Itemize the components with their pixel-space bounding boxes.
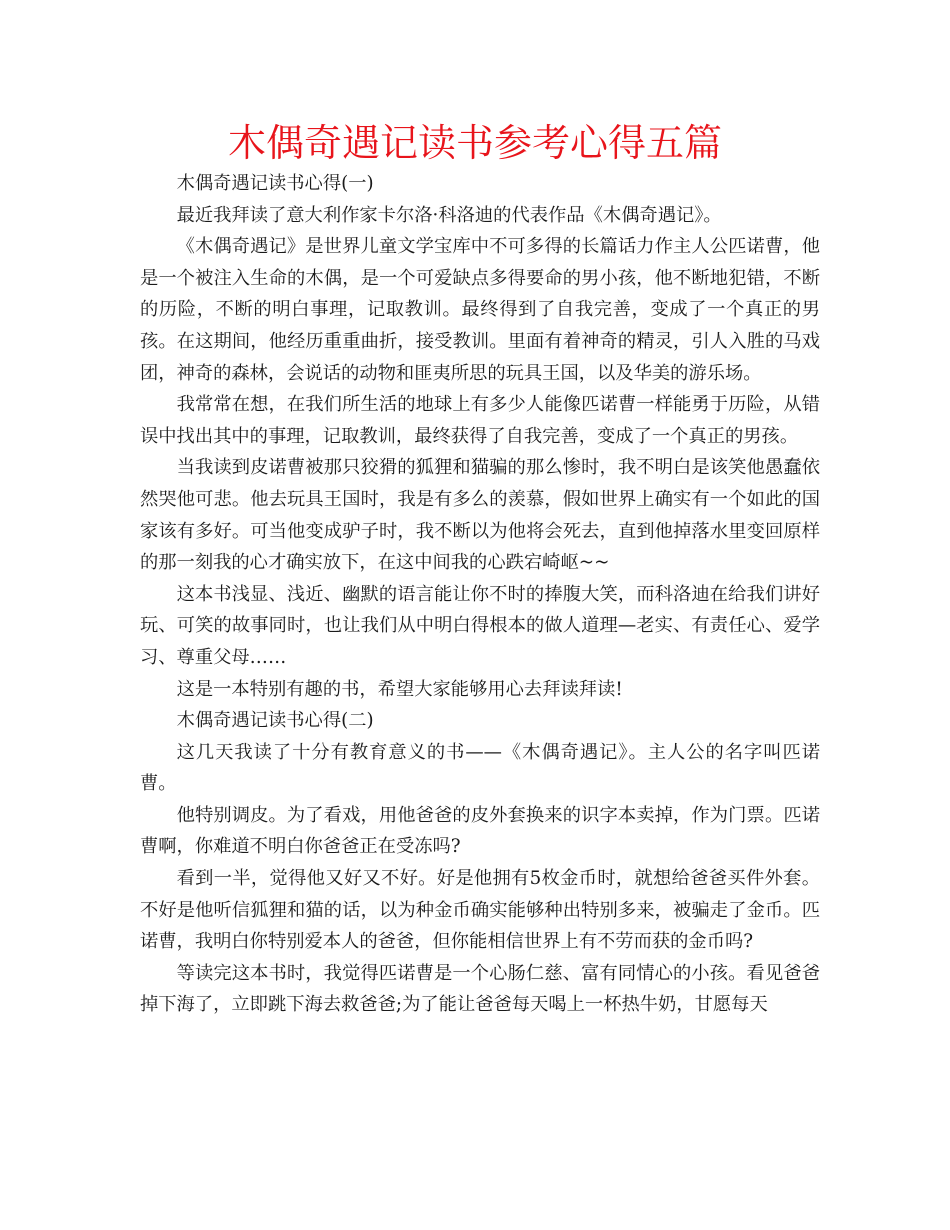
document-title: 木偶奇遇记读书参考心得五篇 — [227, 121, 722, 165]
paragraph: 当我读到皮诺曹被那只狡猾的狐狸和猫骗的那么惨时，我不明白是该笑他愚蠢依然哭他可悲。他去玩具王国时，我是有多么的羡慕，假如世界上确实有一个如此的国家该有多好。可当他变成驴子时，我不断以为他将会死去，直到他掉落水里变回原样的那一刻我的心才确实放下，在这中间我的心跌宕崎岖~~ — [140, 457, 820, 574]
paragraph: 我常常在想，在我们所生活的地球上有多少人能像匹诺曹一样能勇于历险，从错误中找出其中的事理，记取教训，最终获得了自我完善，变成了一个真正的男孩。 — [140, 394, 820, 447]
paragraph: 他特别调皮。为了看戏，用他爸爸的皮外套换来的识字本卖掉，作为门票。匹诺曹啊，你难道不明白你爸爸正在受冻吗? — [140, 804, 820, 858]
paragraph: 这本书浅显、浅近、幽默的语言能让你不时的捧腹大笑，而科洛迪在给我们讲好玩、可笑的故事同时，也让我们从中明白得根本的做人道理—老实、有责任心、爱学习、尊重父母…… — [140, 583, 820, 668]
paragraph: 这几天我读了十分有教育意义的书——《木偶奇遇记》。主人公的名字叫匹诺曹。 — [140, 741, 820, 795]
document-body — [140, 168, 820, 1021]
paragraph: 最近我拜读了意大利作家卡尔洛·科洛迪的代表作品《木偶奇遇记》。 — [176, 204, 722, 226]
section-heading-2: 木偶奇遇记读书心得(二) — [176, 710, 374, 732]
paragraph: 《木偶奇遇记》是世界儿童文学宝库中不可多得的长篇话力作主人公匹诺曹，他是一个被注入生命的木偶，是一个可爱缺点多得要命的男小孩，他不断地犯错，不断的历险，不断的明白事理，记取教训。最终得到了自我完善，变成了一个真正的男孩。在这期间，他经历重重曲折，接受教训。里面有着神奇的精灵，引人入胜的马戏团，神奇的森林，会说话的动物和匪夷所思的玩具王国，以及华美的游乐场。 — [140, 236, 820, 384]
section-heading-1: 木偶奇遇记读书心得(一) — [176, 173, 374, 194]
paragraph: 看到一半，觉得他又好又不好。好是他拥有5枚金币时，就想给爸爸买件外套。不好是他听信狐狸和猫的话，以为种金币确实能够种出特别多来，被骗走了金币。匹诺曹，我明白你特别爱本人的爸爸，但你能相信世界上有不劳而获的金币吗? — [140, 868, 820, 953]
paragraph: 这是一本特别有趣的书，希望大家能够用心去拜读拜读! — [176, 678, 623, 700]
paragraph: 等读完这本书时，我觉得匹诺曹是一个心肠仁慈、富有同情心的小孩。看见爸爸掉下海了，立即跳下海去救爸爸;为了能让爸爸每天喝上一杯热牛奶，甘愿每天 — [140, 962, 820, 1016]
